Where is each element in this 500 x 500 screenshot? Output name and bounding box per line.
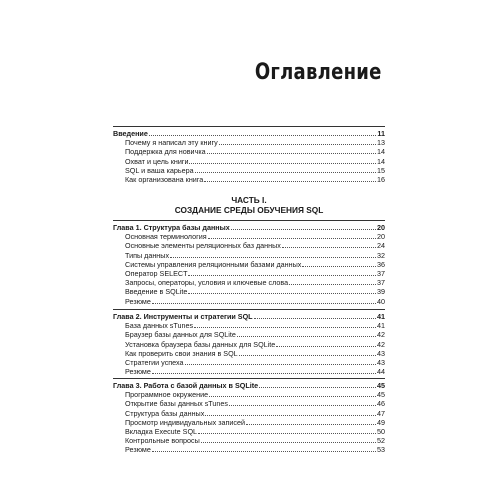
toc-entry[interactable]: [113, 157, 385, 166]
part-heading: [113, 195, 385, 215]
toc-entry-label: SQL и ваша карьера: [125, 165, 194, 175]
toc-entry[interactable]: [113, 445, 385, 454]
toc-entry-page: 43: [377, 357, 385, 367]
toc-entry-page: 20: [377, 232, 385, 242]
section-rule: [113, 309, 385, 310]
toc-entry[interactable]: [113, 232, 385, 241]
toc-entry-label: Глава 2. Инструменты и стратегии SQL: [113, 312, 253, 321]
toc-entry-page: 41: [377, 312, 385, 321]
toc-chapter-3: [113, 378, 385, 455]
toc-entry-page: 32: [377, 250, 385, 260]
toc-entry-label: Охват и цель книги: [125, 156, 189, 166]
toc-entry-page: 47: [377, 408, 385, 418]
toc-entry[interactable]: [113, 399, 385, 408]
toc-leader: [188, 275, 376, 276]
toc-leader: [189, 163, 376, 164]
toc-entry[interactable]: [113, 269, 385, 278]
toc-leader: [208, 238, 376, 239]
toc-leader: [152, 373, 376, 374]
section-rule: [113, 126, 385, 127]
toc-entry-page: 42: [377, 339, 385, 349]
page-title: Оглавление: [255, 60, 382, 85]
toc-entry[interactable]: [113, 278, 385, 287]
toc-entry[interactable]: [113, 436, 385, 445]
section-rule: [113, 220, 385, 221]
toc-entry[interactable]: [113, 321, 385, 330]
toc-leader: [289, 284, 376, 285]
toc-entry-label: Резюме: [125, 296, 151, 306]
toc-leader: [152, 303, 376, 304]
toc-leader: [204, 181, 376, 182]
toc-entry-page: 24: [377, 241, 385, 251]
toc-entry-label: Резюме: [125, 367, 151, 377]
toc-entry-label: База данных sTunes: [125, 321, 194, 331]
toc-entry-label: Браузер базы данных для SQLite: [125, 330, 236, 340]
toc-leader: [231, 229, 376, 230]
toc-entry-page: 14: [377, 156, 385, 166]
toc-entry[interactable]: [113, 340, 385, 349]
toc-entry-page: 40: [377, 296, 385, 306]
toc-leader: [246, 424, 376, 425]
toc-leader: [188, 293, 376, 294]
toc-entry-label: Вкладка Execute SQL: [125, 426, 198, 436]
toc-entry-label: Глава 3. Работа с базой данных в SQLite: [113, 381, 259, 390]
toc-entry-page: 14: [377, 147, 385, 157]
toc-chapter-heading[interactable]: [113, 381, 385, 390]
toc-entry-label: Стратегии успеха: [125, 357, 184, 367]
toc-entry-label: Введение в SQLite: [125, 287, 188, 297]
toc-chapter-heading[interactable]: [113, 223, 385, 232]
toc-entry-page: 42: [377, 330, 385, 340]
toc-entry-page: 41: [377, 321, 385, 331]
toc-entry[interactable]: [113, 297, 385, 306]
toc-leader: [219, 144, 376, 145]
toc-leader: [185, 364, 376, 365]
toc-entry-page: 49: [377, 417, 385, 427]
toc-entry[interactable]: [113, 330, 385, 339]
toc-entry-page: 45: [377, 390, 385, 400]
toc-leader: [170, 257, 376, 258]
toc-entry-page: 20: [377, 223, 385, 232]
toc-entry-label: Основная терминология: [125, 232, 207, 242]
toc-entry-page: 15: [377, 165, 385, 175]
toc-intro-section: [113, 126, 385, 184]
toc-entry-label: Структура базы данных: [125, 408, 205, 418]
section-rule: [113, 378, 385, 379]
part-number: ЧАСТЬ I.: [231, 195, 267, 205]
toc-entry-page: 37: [377, 278, 385, 288]
toc-chapter-2: [113, 309, 385, 376]
toc-entry-page: 16: [377, 174, 385, 184]
toc-entry[interactable]: [113, 251, 385, 260]
toc-entry-label: Просмотр индивидуальных записей: [125, 417, 246, 427]
toc-entry-page: 44: [377, 367, 385, 377]
toc-leader: [254, 318, 376, 319]
toc-entry[interactable]: [113, 409, 385, 418]
toc-entry[interactable]: [113, 358, 385, 367]
toc-entry-label: Установка браузера базы данных для SQLite: [125, 339, 276, 349]
toc-entry-page: 36: [377, 259, 385, 269]
toc-entry-label: Основные элементы реляционных баз данных: [125, 241, 281, 251]
toc-entry-page: 39: [377, 287, 385, 297]
toc-entry-page: 37: [377, 268, 385, 278]
toc-entry[interactable]: [113, 138, 385, 147]
toc-leader: [201, 442, 376, 443]
toc-leader: [152, 451, 376, 452]
toc-entry-page: 13: [377, 138, 385, 148]
toc-entry[interactable]: [113, 241, 385, 250]
toc-leader: [207, 153, 376, 154]
toc-entry-label: Глава 1. Структура базы данных: [113, 223, 230, 232]
toc-leader: [237, 336, 376, 337]
toc-leader: [229, 405, 376, 406]
toc-leader: [195, 172, 376, 173]
toc-entry-label: Как проверить свои знания в SQL: [125, 348, 238, 358]
toc-chapter-heading[interactable]: [113, 312, 385, 321]
part-title: СОЗДАНИЕ СРЕДЫ ОБУЧЕНИЯ SQL: [174, 205, 324, 215]
toc-entry[interactable]: [113, 175, 385, 184]
toc-entry-label: Введение: [113, 129, 148, 138]
toc-entry-page: 11: [377, 129, 385, 138]
toc-leader: [282, 247, 376, 248]
toc-entry[interactable]: [113, 367, 385, 376]
toc-entry-page: 50: [377, 426, 385, 436]
toc-entry-page: 46: [377, 399, 385, 409]
toc-entry-label: Оператор SELECT: [125, 268, 188, 278]
toc-entry[interactable]: [113, 147, 385, 156]
toc-entry-label: Программное окружение: [125, 390, 209, 400]
toc-entry-page: 52: [377, 436, 385, 446]
toc-leader: [239, 355, 376, 356]
toc-leader: [302, 266, 376, 267]
toc-leader: [205, 415, 376, 416]
toc-entry-label: Запросы, операторы, условия и ключевые слова: [125, 278, 289, 288]
toc-entry-label: Типы данных: [125, 250, 170, 260]
toc-chapter-1: [113, 220, 385, 306]
toc-leader: [194, 327, 376, 328]
toc-entry-label: Почему я написал эту книгу: [125, 138, 218, 148]
toc-leader: [209, 396, 376, 397]
toc-entry[interactable]: [113, 166, 385, 175]
toc-entry[interactable]: [113, 390, 385, 399]
toc-entry-intro[interactable]: [113, 129, 385, 138]
toc-entry[interactable]: [113, 287, 385, 296]
toc-entry-label: Резюме: [125, 445, 151, 455]
toc-entry-page: 53: [377, 445, 385, 455]
toc-entry-label: Открытие базы данных sTunes: [125, 399, 229, 409]
toc-entry-page: 43: [377, 348, 385, 358]
toc-entry-label: Контрольные вопросы: [125, 436, 200, 446]
toc-entry[interactable]: [113, 260, 385, 269]
toc-leader: [276, 346, 376, 347]
toc-entry-label: Как организована книга: [125, 174, 204, 184]
toc-entry-label: Системы управления реляционными базами данных: [125, 259, 302, 269]
toc-leader: [198, 433, 376, 434]
toc-entry[interactable]: [113, 418, 385, 427]
toc-leader: [149, 135, 377, 136]
toc-leader: [259, 387, 376, 388]
toc-entry[interactable]: [113, 427, 385, 436]
toc-entry-label: Поддержка для новичка: [125, 147, 206, 157]
toc-entry-page: 45: [377, 381, 385, 390]
toc-entry[interactable]: [113, 349, 385, 358]
